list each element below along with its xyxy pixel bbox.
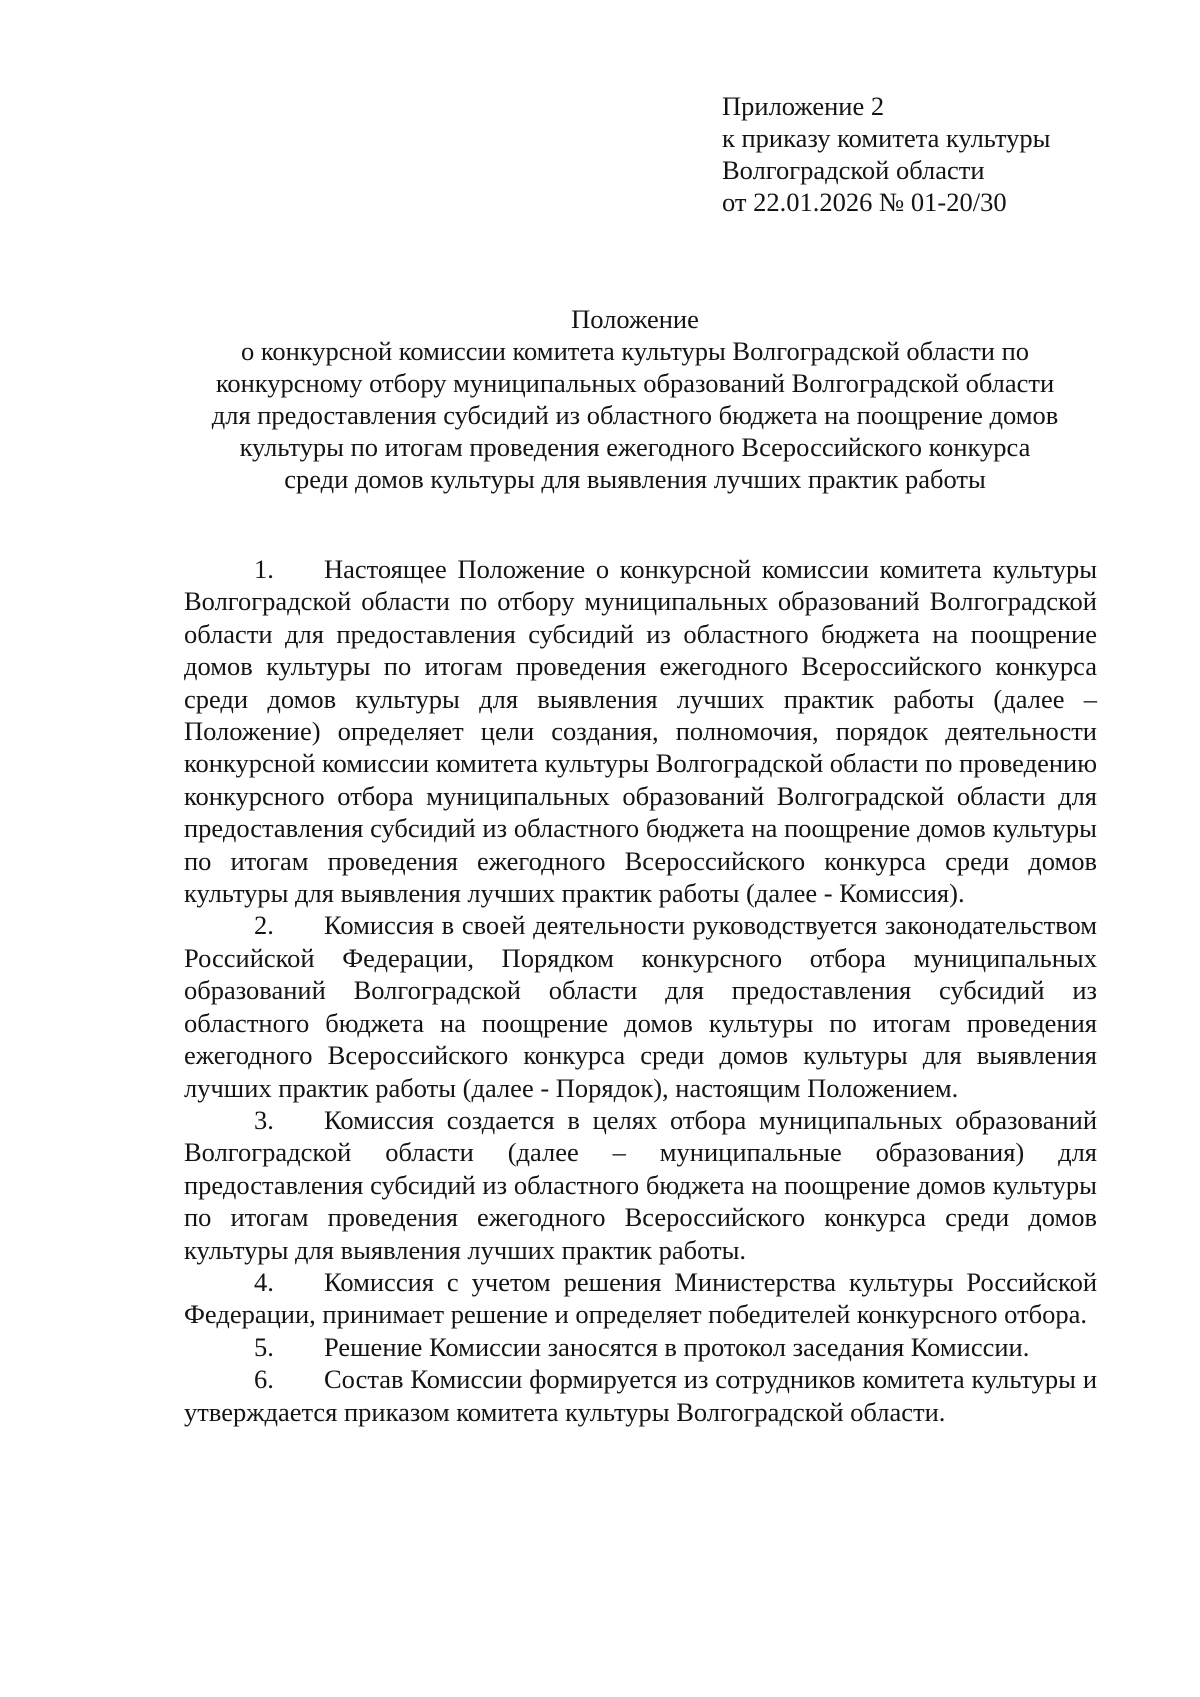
paragraph-5: [184, 1331, 1097, 1363]
paragraph-number: 6.: [254, 1364, 274, 1395]
document-body: [184, 553, 1097, 1428]
paragraph-number: 2.: [254, 910, 274, 941]
paragraph-number: 4.: [254, 1266, 274, 1297]
paragraph-1: [184, 553, 1097, 909]
title-line: конкурсному отбору муниципальных образований Волгоградской области: [215, 368, 1055, 398]
paragraph-2: [184, 909, 1097, 1103]
title-line: культуры по итогам проведения ежегодного Всероссийского конкурса: [239, 432, 1031, 462]
paragraph-text: Решение Комиссии заносятся в протокол заседания Комиссии.: [324, 1331, 1030, 1362]
paragraph-text: Комиссия создается в целях отбора муниципальных образований Волгоградской области (далее – муниципальные образования) для предоставления субсидий из областного бюджета на поощрение домов культуры по итогам проведения ежегодного Всероссийского конкурса среди домов культуры для выявления лучших практик работы.: [184, 1104, 1097, 1265]
paragraph-text: Комиссия с учетом решения Министерства культуры Российской Федерации, принимает решение и определяет победителей конкурсного отбора.: [184, 1266, 1097, 1330]
title-heading: Положение: [571, 304, 699, 334]
paragraph-number: 3.: [254, 1104, 274, 1135]
appendix-line: Приложение 2: [722, 91, 885, 121]
title-line: для предоставления субсидий из областного бюджета на поощрение домов: [211, 400, 1059, 430]
paragraph-number: 5.: [254, 1331, 274, 1362]
paragraph-text: Настоящее Положение о конкурсной комиссии комитета культуры Волгоградской области по отбору муниципальных образований Волгоградской области для предоставления субсидий из областного бюджета на поощрение домов культуры по итогам проведения ежегодного Всероссийского конкурса среди домов культуры для выявления лучших практик работы (далее – Положение) определяет цели создания, полномочия, порядок деятельности конкурсной комиссии комитета культуры Волгоградской области по проведению конкурсного отбора муниципальных образований Волгоградской области для предоставления субсидий из областного бюджета на поощрение домов культуры по итогам проведения ежегодного Всероссийского конкурса среди домов культуры для выявления лучших практик работы (далее - Комиссия).: [184, 554, 1097, 909]
appendix-line: Волгоградской области: [722, 155, 985, 185]
appendix-reference: [722, 90, 1142, 218]
title-line: о конкурсной комиссии комитета культуры Волгоградской области по: [240, 336, 1030, 366]
appendix-line: от 22.01.2026 № 01-20/30: [722, 187, 1007, 217]
paragraph-text: Комиссия в своей деятельности руководствуется законодательством Российской Федерации, Порядком конкурсного отбора муниципальных образований Волгоградской области для предоставления субсидий из областного бюджета на поощрение домов культуры по итогам проведения ежегодного Всероссийского конкурса среди домов культуры для выявления лучших практик работы (далее - Порядок), настоящим Положением.: [184, 910, 1097, 1103]
paragraph-3: [184, 1104, 1097, 1266]
paragraph-number: 1.: [254, 554, 274, 584]
paragraph-6: [184, 1363, 1097, 1428]
appendix-line: к приказу комитета культуры: [722, 123, 1051, 153]
paragraph-text: Состав Комиссии формируется из сотрудников комитета культуры и утверждается приказом комитета культуры Волгоградской области.: [184, 1364, 1097, 1427]
paragraph-4: [184, 1266, 1097, 1331]
title-line: среди домов культуры для выявления лучших практик работы: [284, 464, 986, 494]
document-title: [170, 303, 1100, 495]
